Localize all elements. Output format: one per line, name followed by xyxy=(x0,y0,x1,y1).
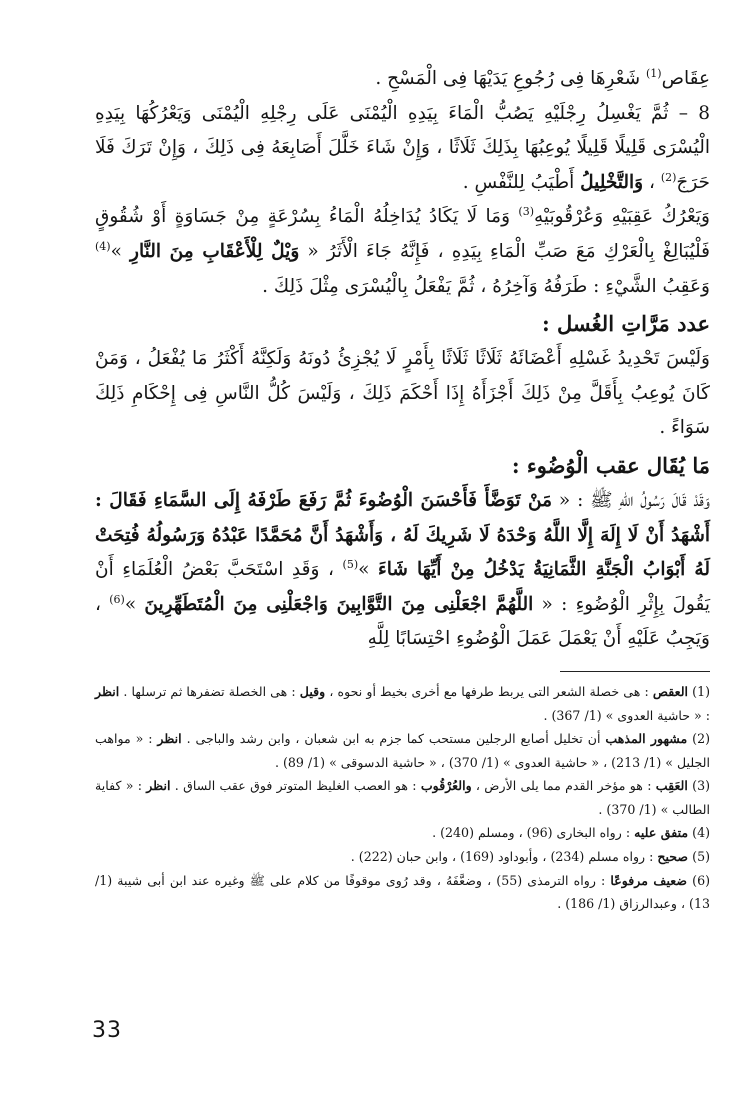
paragraph-text: وَعَقِبُ الشَّيْءِ : طَرَفُهُ وَآخِرُهُ ، ثُمَّ يَفْعَلُ بِالْيُسْرَى مِثْلَ ذَلِكَ . xyxy=(262,275,710,297)
dua-quote: اللَّهُمَّ اجْعَلْنِى مِنَ التَّوَّابِينَ وَاجْعَلْنِى مِنَ الْمُتَطَهِّرِينَ xyxy=(144,593,534,615)
footnote-number: (3) xyxy=(687,778,711,794)
footnote-term: متفق عليه xyxy=(634,825,689,841)
page-body xyxy=(95,62,710,916)
footnote-2 xyxy=(95,727,710,774)
footnote-ref-label: انظر xyxy=(157,731,182,747)
footnote-number: (1) xyxy=(688,683,711,699)
footnote-3 xyxy=(95,774,710,821)
paragraph-text: ، وَيَجِبُ عَلَيْهِ أَنْ يَعْمَلَ عَمَلَ الْوُضُوءِ احْتِسَابًا لِلَّهِ xyxy=(95,593,710,650)
footnote-ref[interactable]: (2) xyxy=(660,170,677,184)
section-heading: مَا يُقَال عقب الْوُضُوء : xyxy=(511,452,710,478)
footnote-1 xyxy=(95,680,710,727)
footnote-5 xyxy=(95,845,710,869)
footnote-text: : هى خصلة الشعر التى يربط طرفها مع أخرى بخيط أو نحوه ، xyxy=(325,683,653,699)
paragraph-text: أَطْيَبُ لِلنَّفْسِ . xyxy=(462,171,581,193)
footnote-ref[interactable]: (3) xyxy=(518,205,535,219)
footnote-term: العَقِب xyxy=(655,778,688,794)
footnote-term: صحيح xyxy=(657,849,689,865)
page-number: 33 xyxy=(92,1018,122,1043)
footnote-term: ضعيف مرفوعًا xyxy=(610,872,688,888)
footnote-text: : رواه مسلم (234) ، وأبوداود (169) ، وابن حبان (222) . xyxy=(350,849,658,865)
paragraph-3 xyxy=(95,200,710,304)
footnote-reference: : « كفاية الطالب » (1/ 370) . xyxy=(95,778,710,817)
paragraph-5 xyxy=(95,484,710,657)
footnote-term: والعُرْقُوب xyxy=(420,778,472,794)
footnote-reference: : « حاشية العدوى » (1/ 367) . xyxy=(543,707,710,723)
footnote-6 xyxy=(95,869,710,916)
footnote-text: : رواه البخارى (96) ، ومسلم (240) . xyxy=(432,825,635,841)
footnote-ref[interactable]: (4) xyxy=(95,239,111,253)
footnote-ref[interactable]: (6) xyxy=(109,592,125,606)
footnote-ref[interactable]: (5) xyxy=(342,557,359,571)
footnote-ref[interactable]: (1) xyxy=(646,66,662,80)
paragraph-text: شَعْرِهَا فِى رُجُوعِ يَدَيْهَا فِى الْمَسْحِ . xyxy=(375,68,646,89)
footnote-text: : رواه الترمذى (55) ، وضعَّفَهُ ، وقد رُوى موقوفًا من كلام على ﷺ وغيره عند ابن أبى شيبة (1/ 13) ، وعبدالرزاق (1/ 186) . xyxy=(95,872,710,912)
paragraph-text: » xyxy=(358,559,378,581)
footnote-number: (4) xyxy=(688,825,710,841)
footnote-ref-label: انظر xyxy=(146,778,171,794)
footnote-term: وقيل xyxy=(299,683,326,699)
footnote-term: العقص xyxy=(652,683,689,699)
footnote-text: : هو مؤخر القدم مما يلى الأرض ، xyxy=(471,778,656,794)
footnote-number: (2) xyxy=(687,731,710,747)
footnote-term: مشهور المذهب xyxy=(605,731,688,747)
paragraph-2 xyxy=(95,97,710,201)
footnote-number: (5) xyxy=(688,849,710,865)
hadith-quote: مَنْ تَوَضَّأَ فَأَحْسَنَ الْوُضُوءَ ثُمَّ رَفَعَ طَرْفَهُ إِلَى السَّمَاءِ فَقَالَ : أَشْهَدُ أَنْ لَا إِلَهَ إِلَّا اللَّهُ وَحْدَهُ لَا شَرِيكَ لَهُ ، وَأَشْهَدُ أَنَّ مُحَمَّدًا عَبْدُهُ وَرَسُولُهُ فُتِحَتْ لَهُ أَبْوَابُ الْجَنَّةِ الثَّمَانِيَةُ يَدْخُلُ مِنْ أَيِّهَا شَاءَ xyxy=(95,489,710,581)
section-heading: عدد مَرَّاتِ الغُسل : xyxy=(541,311,710,337)
footnote-reference: : « مواهب الجليل » (1/ 213) ، « حاشية العدوى » (1/ 370) ، « حاشية الدسوقى » (1/ 89) . xyxy=(95,731,710,770)
paragraph-text: » xyxy=(110,240,131,262)
paragraph-text: وَقَدْ قَالَ رَسُولُ اللهِ ﷺ : « xyxy=(552,489,710,511)
footnote-text: : هى الخصلة تضفرها ثم ترسلها . xyxy=(119,683,300,699)
footnote-text: : هو العصب الغليظ المتوتر فوق عقب الساق . xyxy=(170,778,421,794)
paragraph-text: ، وَقَدِ اسْتَحَبَّ بَعْضُ الْعُلَمَاءِ أَنْ يَقُولَ بِإِثْرِ الْوُضُوءِ : « xyxy=(95,559,711,615)
paragraph-text: ، xyxy=(643,171,661,193)
paragraph-text: وَيَعْرُكُ عَقِبَيْهِ وَعُرْقُوبَيْهِ xyxy=(534,206,710,228)
footnote-divider xyxy=(560,671,710,672)
paragraph-text: » xyxy=(124,593,145,615)
footnote-text: أن تخليل أصابع الرجلين مستحب كما جزم به ابن شعبان ، وابن رشد والباجى . xyxy=(181,731,606,747)
paragraph-text: 8 – ثُمَّ يَغْسِلُ رِجْلَيْهِ يَصُبُّ الْمَاءَ بِيَدِهِ الْيُمْنَى عَلَى رِجْلِهِ الْيُمْنَى وَيَعْرُكُهَا بِيَدِهِ الْيُسْرَى قَلِيلًا قَلِيلًا يُوعِبُهَا بِذَلِكَ ثَلَاثًا ، وَإِنْ شَاءَ خَلَّلَ أَصَابِعَهُ فِى ذَلِكَ ، وَإِنْ تَرَكَ فَلَا حَرَجَ xyxy=(95,102,710,193)
footnote-number: (6) xyxy=(687,872,711,888)
paragraph-4: وَلَيْسَ تَحْدِيدُ غَسْلِهِ أَعْضَائَهُ ثَلَاثًا ثَلَاثًا بِأَمْرٍ لَا يُجْزِئُ دُونَهُ وَلَكِنَّهُ أَكْثَرُ مَا يُفْعَلُ ، وَمَنْ كَانَ يُوعِبُ بِأَقَلَّ مِنْ ذَلِكَ أَجْزَأَهُ إِذَا أَحْكَمَ ذَلِكَ ، وَلَيْسَ كُلُّ النَّاسِ فِى إِحْكَامِ ذَلِكَ سَوَاءً . xyxy=(95,348,710,439)
paragraph-text: عِقَاص xyxy=(661,68,710,89)
hadith-quote: وَيْلٌ لِلْأَعْقَابِ مِنَ النَّارِ xyxy=(130,240,300,262)
footnote-ref-label: انظر xyxy=(95,683,120,699)
paragraph-1 xyxy=(95,62,710,97)
footnote-4 xyxy=(95,821,710,845)
emphasis-text: وَالتَّخْلِيلُ xyxy=(580,171,644,193)
paragraph-text: وَمَا لَا يَكَادُ يُدَاخِلُهُ الْمَاءُ بِسُرْعَةٍ مِنْ جَسَاوَةٍ أَوْ شُقُوقٍ فَلْيُبَالِغْ بِالْعَرْكِ مَعَ صَبِّ الْمَاءِ بِيَدِهِ ، فَإِنَّهُ جَاءَ الْأَثَرُ « xyxy=(95,206,710,262)
